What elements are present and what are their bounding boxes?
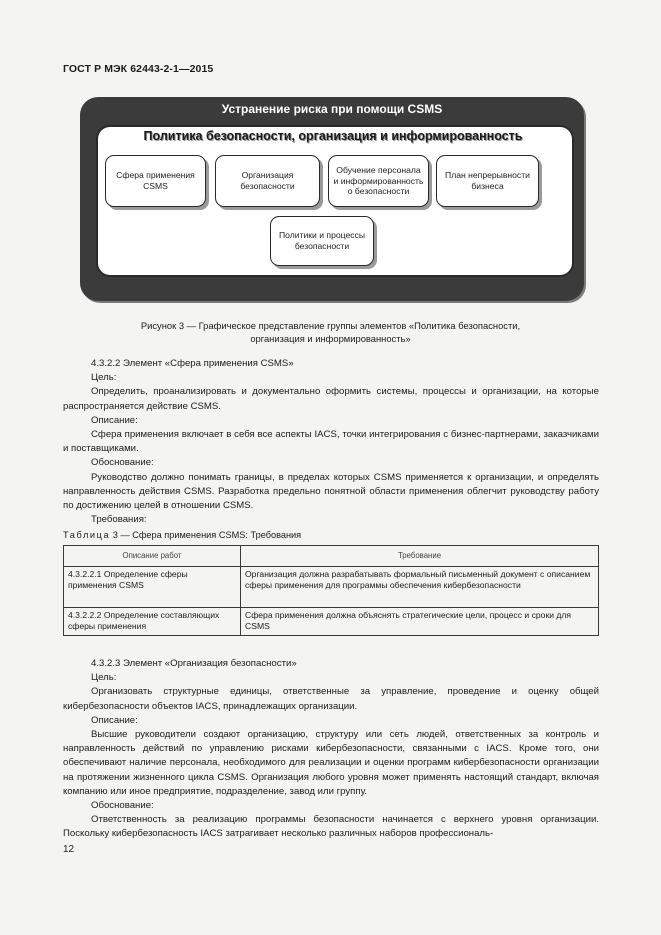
table-row bbox=[64, 567, 599, 608]
goal-text: Определить, проанализировать и документально оформить системы, процессы и организации, на которые распространяется действие CSMS. bbox=[63, 386, 599, 412]
figure-outer-title: Устранение риска при помощи CSMS bbox=[221, 102, 443, 116]
figure-box-business-continuity bbox=[436, 155, 539, 207]
box-line: бизнеса bbox=[471, 181, 504, 191]
table-caption-prefix: Таблица bbox=[63, 530, 111, 540]
description-label: Описание: bbox=[91, 414, 138, 426]
column-header: Требование bbox=[241, 546, 599, 567]
box-line: Сфера применения bbox=[116, 170, 195, 181]
requirements-label: Требования: bbox=[91, 514, 147, 526]
figure-box-training-awareness bbox=[328, 155, 429, 207]
caption-line-1: Рисунок 3 — Графическое представление группы элементов «Политика безопасности, bbox=[140, 320, 521, 331]
box-line: о безопасности bbox=[347, 186, 410, 197]
section-security-organization bbox=[63, 657, 599, 842]
table-caption-text: 3 — Сфера применения CSMS: Требования bbox=[112, 530, 302, 540]
box-line: Обучение персонала bbox=[336, 164, 421, 175]
section-heading: 4.3.2.2 Элемент «Сфера применения CSMS» bbox=[91, 358, 294, 369]
rationale-label: Обоснование: bbox=[91, 457, 154, 469]
box-line: безопасности bbox=[240, 181, 295, 191]
table-row bbox=[64, 608, 599, 636]
rationale-label: Обоснование: bbox=[91, 800, 154, 812]
section-heading: 4.3.2.3 Элемент «Организация безопасности» bbox=[91, 658, 297, 669]
column-header: Описание работ bbox=[64, 546, 241, 567]
page-number: 12 bbox=[63, 844, 75, 855]
table-cell: 4.3.2.2.1 Определение сферы применения CSMS bbox=[64, 567, 241, 608]
description-text: Высшие руководители создают организацию, структуру или сеть людей, ответственных за контроль и направленность действий по управлению рисками кибербезопасности, связанными с IACS. Кроме того, они обеспечивают наличие персонала, необходимого для реализации и оценки программ кибербезопасности организации на протяжении жизненного цикла CSMS. Организация любого уровня может применять настоящий стандарт, включая компанию или иное предприятие, подразделение, завод или группу. bbox=[63, 729, 599, 797]
table-header-row bbox=[64, 546, 599, 567]
table-caption bbox=[63, 530, 301, 540]
box-line: План непрерывности bbox=[445, 170, 530, 181]
goal-text: Организовать структурные единицы, ответственные за управление, проведение и оценку общей кибербезопасности объектов IACS, принадлежащих организации. bbox=[63, 686, 599, 712]
document-header: ГОСТ Р МЭК 62443-2-1—2015 bbox=[63, 63, 214, 75]
figure-box-scope bbox=[105, 155, 206, 207]
figure-inner-title: Политика безопасности, организация и информированность bbox=[143, 129, 523, 143]
table-cell: Организация должна разрабатывать формальный письменный документ с описанием сферы применения для программы обеспечения кибербезопасности bbox=[241, 567, 599, 608]
section-scope bbox=[63, 357, 599, 527]
figure-box-security-organization bbox=[215, 155, 320, 207]
goal-label: Цель: bbox=[91, 672, 117, 684]
box-line: Политики и процессы bbox=[278, 230, 366, 241]
rationale-text: Руководство должно понимать границы, в пределах которых CSMS применяется к организации, и определять направленность действия CSMS. Разработка предельно понятной области применения облегчит руководству работу по достижению целей в отношении CSMS. bbox=[63, 471, 599, 512]
box-line: безопасности bbox=[294, 241, 350, 251]
rationale-text: Ответственность за реализацию программы безопасности начинается с верхнего уровня организации. Поскольку кибербезопасность IACS затрагивает несколько различных наборов профессиональ- bbox=[63, 814, 599, 840]
table-cell: 4.3.2.2.2 Определение составляющих сферы применения bbox=[64, 608, 241, 636]
box-line: CSMS bbox=[143, 181, 168, 191]
caption-line-2: организация и информированность» bbox=[250, 332, 411, 344]
requirements-table bbox=[63, 545, 599, 636]
figure-box-policies-procedures bbox=[270, 216, 374, 266]
description-text: Сфера применения включает в себя все аспекты IACS, точки интегрирования с бизнес-партнерами, заказчиками и поставщиками. bbox=[63, 429, 599, 455]
table-cell: Сфера применения должна объяснять стратегические цели, процесс и сроки для CSMS bbox=[241, 608, 599, 636]
goal-label: Цель: bbox=[91, 372, 117, 384]
box-line: и информированность bbox=[333, 175, 424, 186]
description-label: Описание: bbox=[91, 714, 138, 726]
box-line: Организация bbox=[241, 170, 294, 181]
figure-caption bbox=[63, 320, 598, 346]
